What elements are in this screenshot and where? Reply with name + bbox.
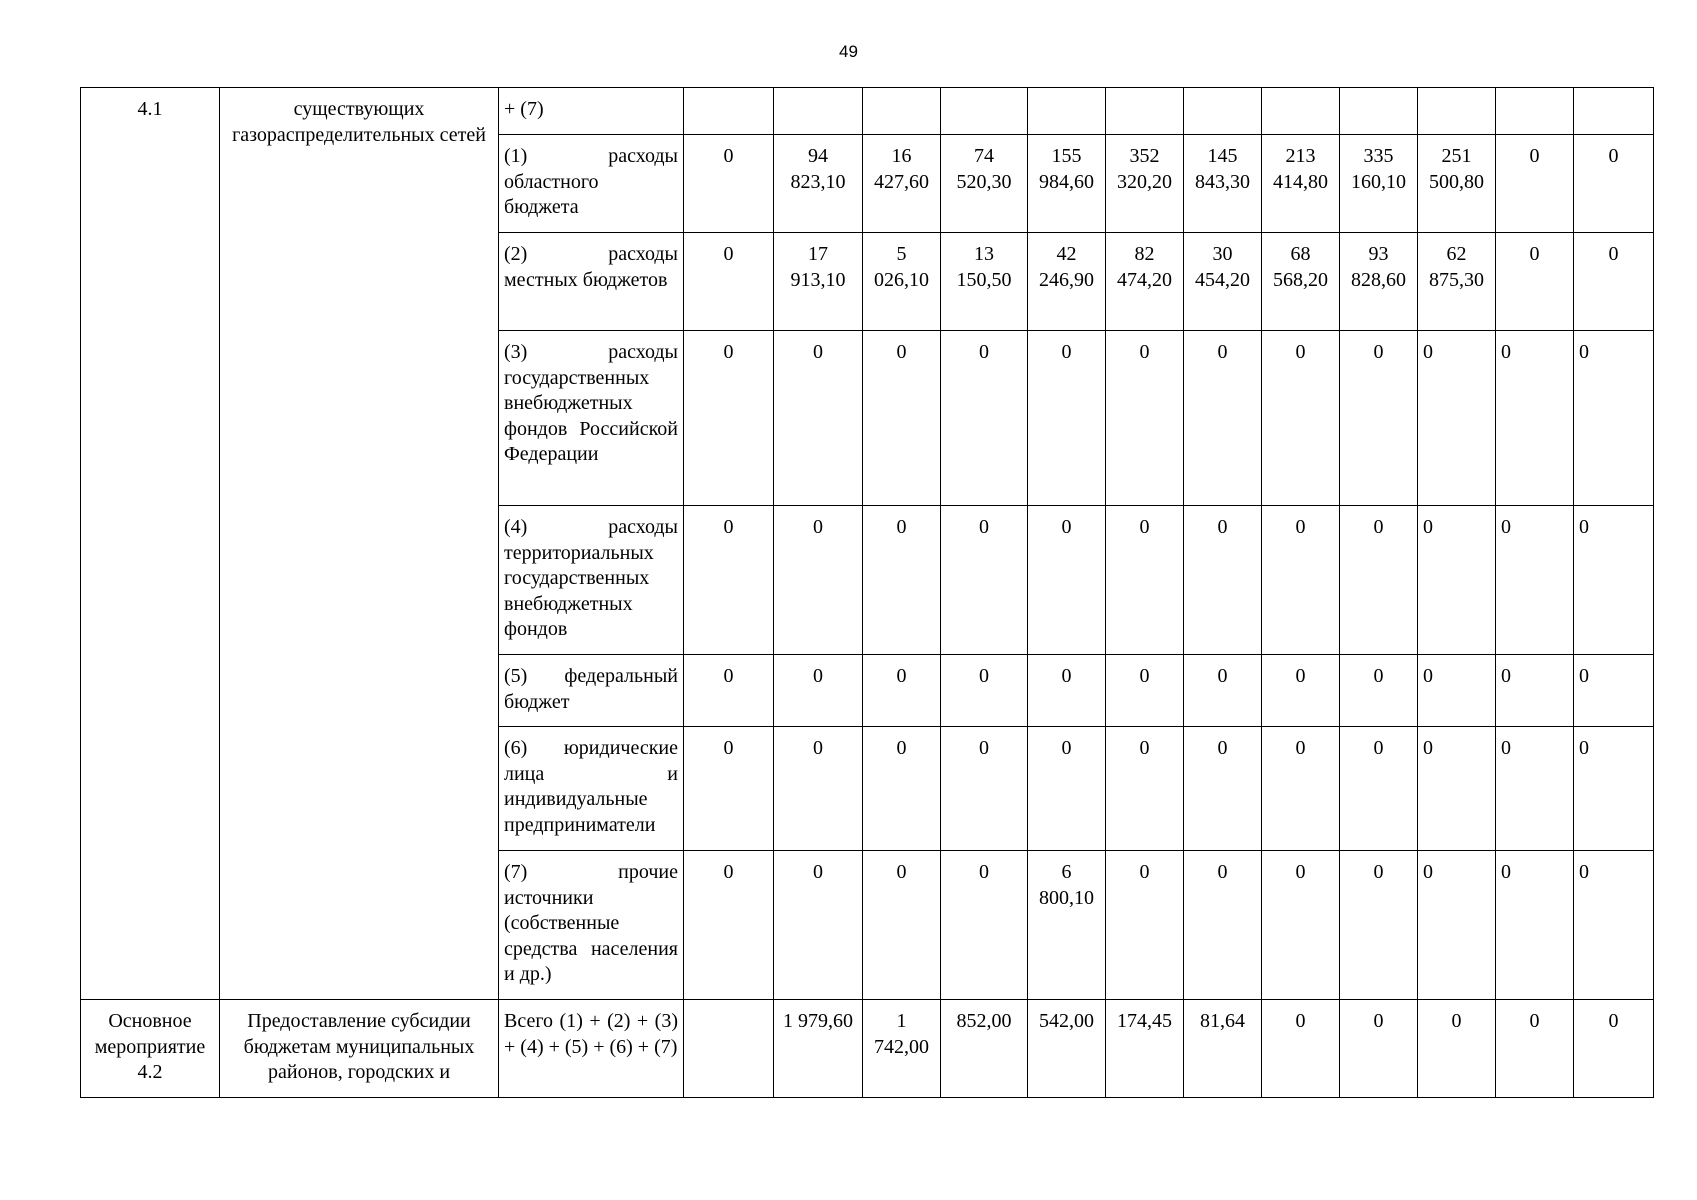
value-cell: 0: [1496, 1000, 1574, 1098]
value-cell: 0: [1184, 331, 1262, 506]
value-cell: 0: [1262, 727, 1340, 851]
funding-source: (1) расходы областного бюджета: [499, 135, 684, 233]
value-cell: 0: [1574, 506, 1654, 655]
value-cell: 0: [1106, 851, 1184, 1000]
value-cell: 0: [1496, 727, 1574, 851]
value-cell: [1262, 88, 1340, 135]
value-cell: 0: [863, 506, 941, 655]
value-cell: 0: [1340, 1000, 1418, 1098]
funding-source: (5) федеральный бюджет: [499, 655, 684, 727]
value-cell: 852,00: [941, 1000, 1028, 1098]
value-cell: 94 823,10: [774, 135, 863, 233]
value-cell: 0: [1184, 506, 1262, 655]
value-cell: 0: [1262, 655, 1340, 727]
value-cell: 0: [1028, 331, 1106, 506]
value-cell: 0: [1340, 655, 1418, 727]
value-cell: 0: [1106, 331, 1184, 506]
value-cell: 0: [684, 233, 774, 331]
value-cell: 68 568,20: [1262, 233, 1340, 331]
value-cell: 0: [941, 851, 1028, 1000]
value-cell: 0: [774, 331, 863, 506]
value-cell: 0: [863, 331, 941, 506]
value-cell: 0: [863, 655, 941, 727]
value-cell: 6 800,10: [1028, 851, 1106, 1000]
value-cell: 0: [1418, 655, 1496, 727]
value-cell: 0: [1574, 851, 1654, 1000]
funding-source: (4) расходы территориальных государственных внебюджетных фондов: [499, 506, 684, 655]
value-cell: 0: [1574, 655, 1654, 727]
value-cell: 0: [1262, 1000, 1340, 1098]
value-cell: 0: [863, 727, 941, 851]
value-cell: 174,45: [1106, 1000, 1184, 1098]
value-cell: [1418, 88, 1496, 135]
value-cell: 1 742,00: [863, 1000, 941, 1098]
value-cell: 0: [1496, 851, 1574, 1000]
value-cell: 0: [774, 727, 863, 851]
value-cell: 0: [1184, 851, 1262, 1000]
value-cell: 0: [1418, 727, 1496, 851]
value-cell: 13 150,50: [941, 233, 1028, 331]
value-cell: 1 979,60: [774, 1000, 863, 1098]
value-cell: 0: [941, 506, 1028, 655]
funding-source: (3) расходы государственных внебюджетных фондов Российской Федерации: [499, 331, 684, 506]
value-cell: [1496, 88, 1574, 135]
value-cell: 0: [1028, 727, 1106, 851]
value-cell: 145 843,30: [1184, 135, 1262, 233]
budget-table: [80, 87, 1654, 1098]
value-cell: 0: [941, 727, 1028, 851]
value-cell: 0: [1418, 1000, 1496, 1098]
measure-code: Основное мероприятие 4.2: [81, 1000, 220, 1098]
value-cell: 0: [1106, 506, 1184, 655]
value-cell: 0: [1106, 727, 1184, 851]
value-cell: 42 246,90: [1028, 233, 1106, 331]
value-cell: [1340, 88, 1418, 135]
value-cell: 0: [774, 851, 863, 1000]
value-cell: 74 520,30: [941, 135, 1028, 233]
funding-source: (2) расходы местных бюджетов: [499, 233, 684, 331]
value-cell: 17 913,10: [774, 233, 863, 331]
value-cell: [863, 88, 941, 135]
value-cell: 155 984,60: [1028, 135, 1106, 233]
value-cell: 0: [684, 655, 774, 727]
value-cell: 0: [1574, 331, 1654, 506]
value-cell: [1106, 88, 1184, 135]
value-cell: 0: [1340, 331, 1418, 506]
value-cell: 30 454,20: [1184, 233, 1262, 331]
value-cell: [1184, 88, 1262, 135]
measure-name: существующих газораспределительных сетей: [220, 88, 499, 1000]
table-row: [81, 1000, 1654, 1098]
value-cell: 0: [1418, 506, 1496, 655]
value-cell: [684, 1000, 774, 1098]
value-cell: 0: [1574, 727, 1654, 851]
value-cell: 0: [1418, 851, 1496, 1000]
measure-name: Предоставление субсидии бюджетам муниципальных районов, городских и: [220, 1000, 499, 1098]
value-cell: 0: [1184, 727, 1262, 851]
page-number: 49: [839, 42, 858, 61]
value-cell: 0: [1340, 727, 1418, 851]
value-cell: 0: [1340, 506, 1418, 655]
value-cell: 0: [1574, 1000, 1654, 1098]
value-cell: [941, 88, 1028, 135]
value-cell: 81,64: [1184, 1000, 1262, 1098]
value-cell: 16 427,60: [863, 135, 941, 233]
value-cell: 82 474,20: [1106, 233, 1184, 331]
value-cell: 0: [684, 727, 774, 851]
value-cell: 0: [1262, 506, 1340, 655]
measure-code: 4.1: [81, 88, 220, 1000]
funding-source: (6) юридические лица и индивидуальные предприниматели: [499, 727, 684, 851]
value-cell: 0: [1496, 506, 1574, 655]
value-cell: 0: [1340, 851, 1418, 1000]
value-cell: 251 500,80: [1418, 135, 1496, 233]
value-cell: 0: [1106, 655, 1184, 727]
value-cell: 0: [1574, 135, 1654, 233]
value-cell: 93 828,60: [1340, 233, 1418, 331]
value-cell: 0: [684, 851, 774, 1000]
value-cell: 0: [1028, 655, 1106, 727]
value-cell: 0: [684, 135, 774, 233]
value-cell: 0: [941, 331, 1028, 506]
value-cell: 0: [1184, 655, 1262, 727]
value-cell: 335 160,10: [1340, 135, 1418, 233]
funding-source: + (7): [499, 88, 684, 135]
value-cell: 5 026,10: [863, 233, 941, 331]
value-cell: 0: [1262, 851, 1340, 1000]
value-cell: 213 414,80: [1262, 135, 1340, 233]
value-cell: 0: [1418, 331, 1496, 506]
table-row: [81, 88, 1654, 135]
value-cell: [1574, 88, 1654, 135]
value-cell: 0: [1496, 233, 1574, 331]
value-cell: 0: [1496, 331, 1574, 506]
value-cell: 0: [774, 655, 863, 727]
value-cell: 0: [1496, 655, 1574, 727]
value-cell: 0: [774, 506, 863, 655]
value-cell: 0: [1574, 233, 1654, 331]
value-cell: 0: [1496, 135, 1574, 233]
value-cell: 542,00: [1028, 1000, 1106, 1098]
value-cell: 0: [1262, 331, 1340, 506]
value-cell: 0: [941, 655, 1028, 727]
value-cell: [1028, 88, 1106, 135]
funding-source: (7) прочие источники (собственные средства населения и др.): [499, 851, 684, 1000]
value-cell: [774, 88, 863, 135]
funding-source: Всего (1) + (2) + (3) + (4) + (5) + (6) + (7): [499, 1000, 684, 1098]
value-cell: 0: [863, 851, 941, 1000]
value-cell: 352 320,20: [1106, 135, 1184, 233]
value-cell: 0: [684, 331, 774, 506]
value-cell: 0: [684, 506, 774, 655]
value-cell: 62 875,30: [1418, 233, 1496, 331]
value-cell: [684, 88, 774, 135]
value-cell: 0: [1028, 506, 1106, 655]
